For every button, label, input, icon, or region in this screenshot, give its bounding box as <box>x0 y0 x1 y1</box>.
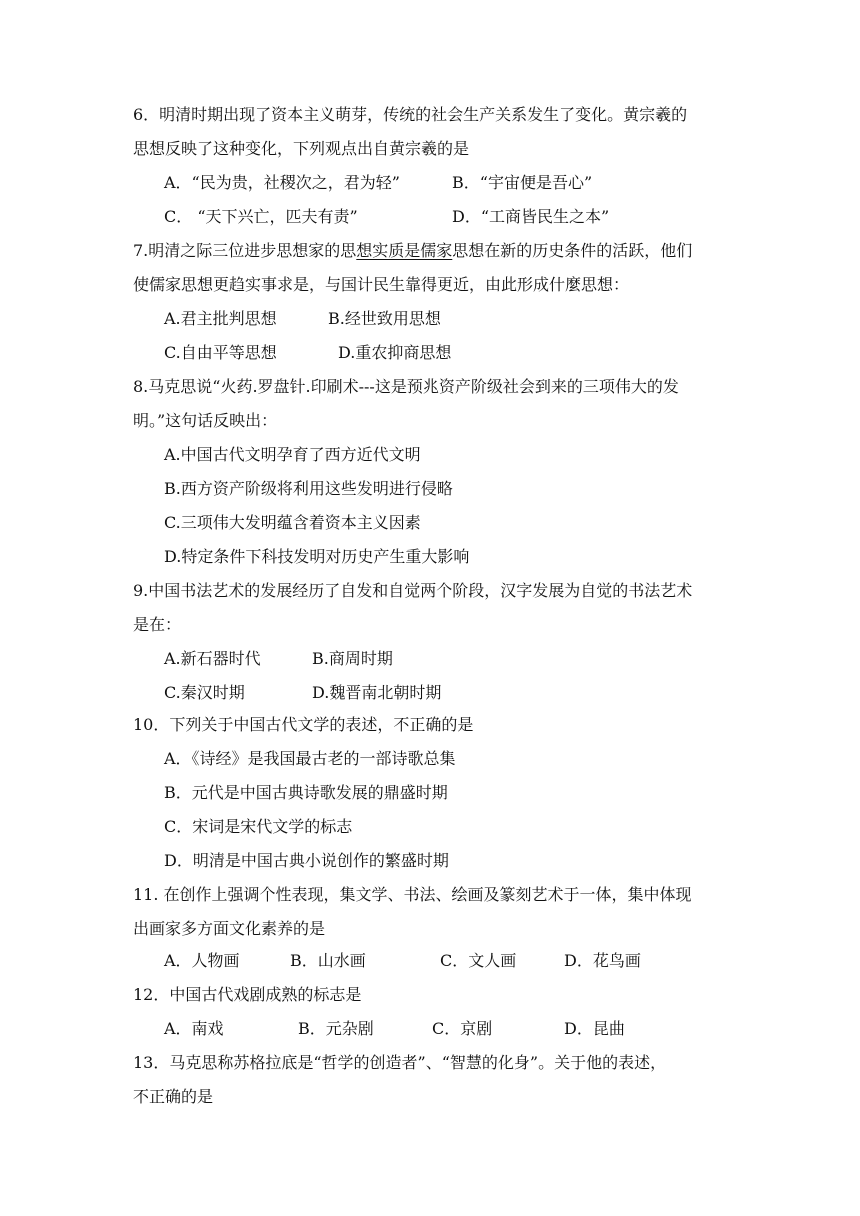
q10-option-a: A．《诗经》是我国最古老的一部诗歌总集 <box>164 749 456 768</box>
q7-option-c: C.自由平等思想 <box>164 343 277 362</box>
q6-option-d: D．“工商皆民生之本” <box>452 207 610 226</box>
q12-stem-line-1: 12．中国古代戏剧成熟的标志是 <box>133 985 362 1004</box>
q9-option-d: D.魏晋南北朝时期 <box>312 683 442 702</box>
q12-option-a: A．南戏 <box>164 1019 224 1038</box>
q11-stem-line-2: 出画家多方面文化素养的是 <box>133 919 326 938</box>
q6-option-c: C． “天下兴亡，匹夫有责” <box>164 207 358 226</box>
q9-stem-line-1: 9.中国书法艺术的发展经历了自发和自觉两个阶段，汉字发展为自觉的书法艺术 <box>133 581 693 600</box>
q8-stem-line-2: 明。”这句话反映出： <box>133 411 278 430</box>
q10-stem-line-1: 10．下列关于中国古代文学的表述，不正确的是 <box>133 715 474 734</box>
q6-option-b: B．“宇宙便是吾心” <box>452 173 593 192</box>
q9-option-c: C.秦汉时期 <box>164 683 245 702</box>
q11-stem-line-1: 11. 在创作上强调个性表现，集文学、书法、绘画及篆刻艺术于一体，集中体现 <box>133 885 692 904</box>
q11-option-b: B．山水画 <box>290 951 366 970</box>
q8-stem-line-1: 8.马克思说“火药.罗盘针.印刷术---这是预兆资产阶级社会到来的三项伟大的发 <box>133 377 679 396</box>
q6-stem-line-1: 6．明清时期出现了资本主义萌芽，传统的社会生产关系发生了变化。黄宗羲的 <box>133 105 688 124</box>
q7-stem-part-a: 7.明清之际三位进步思想家的思 <box>133 241 357 260</box>
q13-stem-line-1: 13．马克思称苏格拉底是“哲学的创造者”、“智慧的化身”。关于他的表述， <box>133 1053 667 1072</box>
q7-option-b: B.经世致用思想 <box>328 309 441 328</box>
q7-option-d: D.重农抑商思想 <box>338 343 452 362</box>
q7-stem-line-1 <box>133 240 692 262</box>
q8-option-b: B.西方资产阶级将利用这些发明进行侵略 <box>164 479 453 498</box>
q8-option-a: A.中国古代文明孕育了西方近代文明 <box>164 445 421 464</box>
q10-option-b: B．元代是中国古典诗歌发展的鼎盛时期 <box>164 783 448 802</box>
q9-stem-line-2: 是在： <box>133 615 182 634</box>
q7-option-a: A.君主批判思想 <box>164 309 277 328</box>
q13-stem-line-2: 不正确的是 <box>133 1087 214 1106</box>
q12-option-d: D．昆曲 <box>564 1019 625 1038</box>
q7-stem-underlined: 想实质是儒家 <box>356 241 453 260</box>
q12-option-b: B．元杂剧 <box>298 1019 374 1038</box>
q11-option-c: C．文人画 <box>440 951 517 970</box>
q8-option-d: D.特定条件下科技发明对历史产生重大影响 <box>164 547 470 566</box>
q7-stem-line-2: 使儒家思想更趋实事求是，与国计民生靠得更近，由此形成什麼思想： <box>133 275 630 294</box>
q10-option-d: D．明清是中国古典小说创作的繁盛时期 <box>164 851 449 870</box>
q11-option-d: D．花鸟画 <box>564 951 641 970</box>
q6-stem-line-2: 思想反映了这种变化，下列观点出自黄宗羲的是 <box>133 139 470 158</box>
q11-option-a: A．人物画 <box>164 951 240 970</box>
q7-stem-part-b: 思想在新的历史条件的活跃，他们 <box>452 241 693 260</box>
q10-option-c: C．宋词是宋代文学的标志 <box>164 817 353 836</box>
q6-option-a: A．“民为贵，社稷次之，君为轻” <box>164 173 400 192</box>
q9-option-b: B.商周时期 <box>312 649 393 668</box>
q8-option-c: C.三项伟大发明蕴含着资本主义因素 <box>164 513 421 532</box>
q12-option-c: C．京剧 <box>432 1019 493 1038</box>
q9-option-a: A.新石器时代 <box>164 649 261 668</box>
